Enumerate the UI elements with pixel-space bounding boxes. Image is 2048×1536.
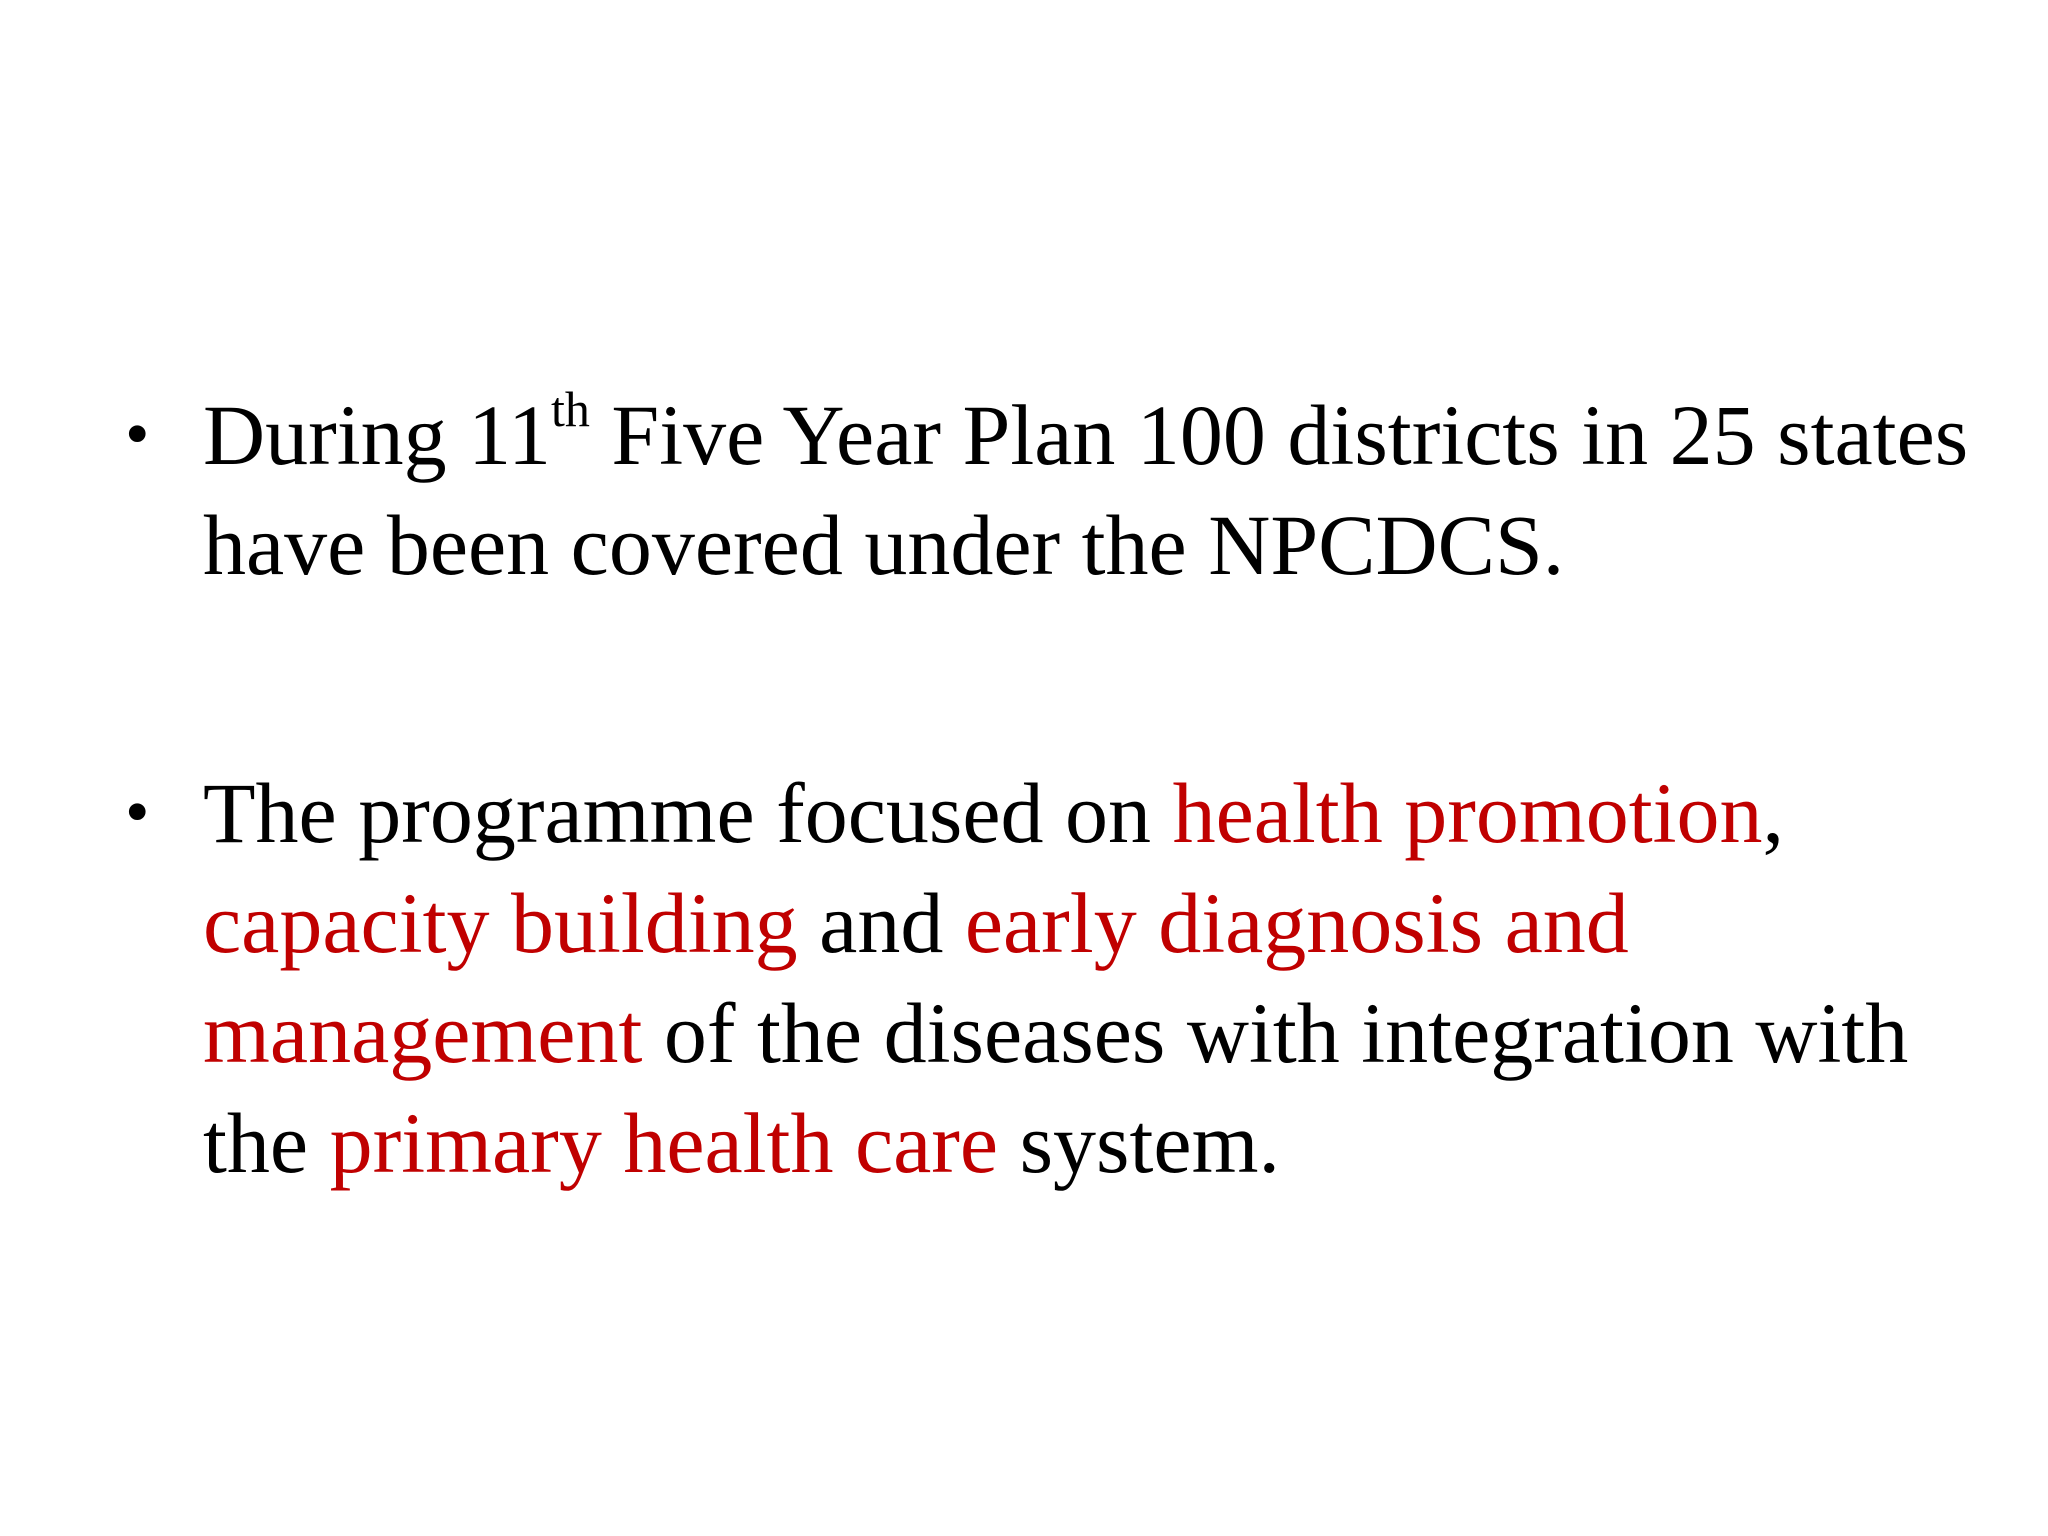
highlight-health-promotion: health promotion: [1172, 765, 1763, 861]
text-segment: and: [797, 875, 965, 971]
superscript-ordinal: th: [550, 381, 590, 437]
text-segment: of the diseases with integration with the: [203, 985, 1909, 1191]
text-segment: Five Year Plan 100 districts in 25 states have been covered under the NPCDCS.: [203, 387, 1969, 593]
bullet-text: [203, 380, 2003, 600]
highlight-primary-health-care: primary health care: [329, 1095, 999, 1191]
text-segment: ,: [1762, 765, 1785, 861]
highlight-early-diagnosis: early diagnosis and management: [203, 875, 1629, 1081]
bullet-text: [203, 758, 2003, 1198]
text-segment: The programme focused on: [203, 765, 1173, 861]
bullet-dot-icon: •: [125, 396, 150, 473]
text-segment: system.: [998, 1095, 1280, 1191]
highlight-capacity-building: capacity building: [203, 875, 798, 971]
text-segment: During 11: [203, 387, 551, 483]
bullet-dot-icon: •: [125, 774, 150, 851]
